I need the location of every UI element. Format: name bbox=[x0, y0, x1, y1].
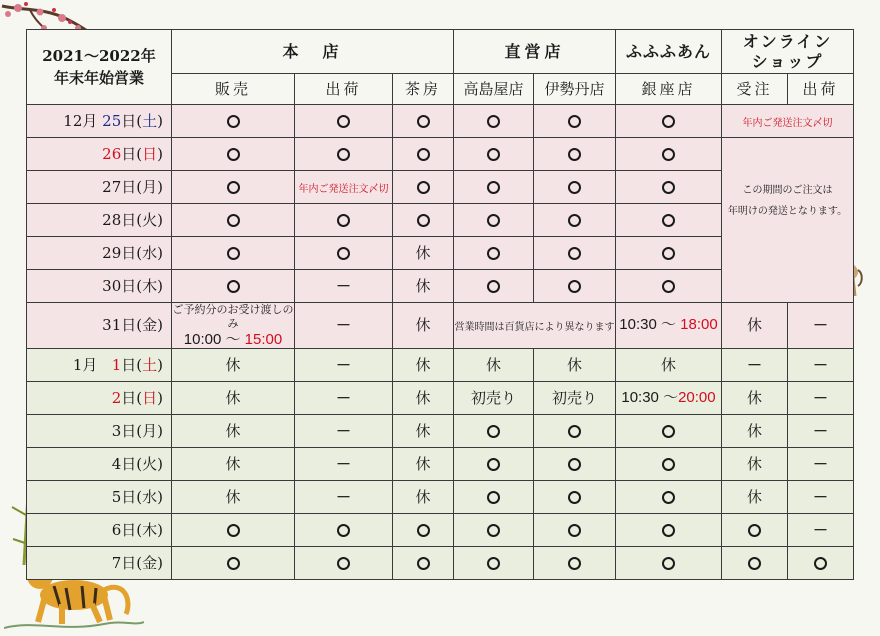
header-row-stores bbox=[27, 30, 854, 74]
table-row bbox=[27, 415, 854, 448]
date-cell: 27日(月) bbox=[27, 171, 172, 204]
day-suffix: 日( bbox=[121, 316, 143, 335]
open-circle-icon bbox=[568, 280, 581, 293]
day-suffix: 日( bbox=[121, 520, 143, 539]
day-number: 3 bbox=[111, 421, 122, 440]
col-takashimaya: 高島屋店 bbox=[454, 74, 534, 105]
open-circle-icon bbox=[662, 280, 675, 293]
open-circle-icon bbox=[568, 491, 581, 504]
open-circle-icon bbox=[814, 557, 827, 570]
status-cell: 休 bbox=[172, 448, 295, 481]
table-row bbox=[27, 448, 854, 481]
status-cell bbox=[616, 204, 722, 237]
status-cell bbox=[172, 270, 295, 303]
open-circle-icon bbox=[662, 458, 675, 471]
open-circle-icon bbox=[662, 524, 675, 537]
date-cell: 6日(木) bbox=[27, 514, 172, 547]
date-cell: 7日(金) bbox=[27, 547, 172, 580]
open-circle-icon bbox=[568, 214, 581, 227]
status-cell: 初売り bbox=[454, 382, 534, 415]
weekday: 土 bbox=[142, 355, 158, 374]
day-number: 29 bbox=[102, 243, 122, 262]
open-circle-icon bbox=[417, 557, 430, 570]
day-number: 25 bbox=[102, 111, 122, 130]
day-suffix: 日( bbox=[121, 553, 143, 572]
open-circle-icon bbox=[227, 148, 240, 161]
status-cell bbox=[534, 237, 616, 270]
dept-hours-note: 営業時間は百貨店により異なります bbox=[454, 322, 615, 334]
open-circle-icon bbox=[417, 115, 430, 128]
open-circle-icon bbox=[417, 148, 430, 161]
open-circle-icon bbox=[662, 148, 675, 161]
status-cell bbox=[534, 514, 616, 547]
status-cell: － bbox=[788, 382, 854, 415]
status-cell bbox=[172, 237, 295, 270]
status-cell bbox=[393, 514, 454, 547]
status-cell bbox=[534, 415, 616, 448]
status-cell bbox=[454, 514, 534, 547]
date-cell: 2日(日) bbox=[27, 382, 172, 415]
status-cell bbox=[534, 138, 616, 171]
col-online-ship: 出荷 bbox=[788, 74, 854, 105]
open-circle-icon bbox=[748, 524, 761, 537]
open-circle-icon bbox=[568, 557, 581, 570]
status-cell bbox=[616, 171, 722, 204]
status-cell bbox=[393, 204, 454, 237]
table-row bbox=[27, 514, 854, 547]
chokuei-heading: 直営店 bbox=[454, 30, 616, 74]
status-cell bbox=[722, 547, 788, 580]
status-cell bbox=[172, 105, 295, 138]
status-cell: 休 bbox=[722, 382, 788, 415]
online-heading: オンライン ショップ bbox=[722, 30, 854, 74]
status-cell bbox=[454, 547, 534, 580]
open-circle-icon bbox=[227, 524, 240, 537]
status-cell: － bbox=[722, 349, 788, 382]
open-circle-icon bbox=[487, 280, 500, 293]
open-circle-icon bbox=[568, 247, 581, 260]
status-cell bbox=[295, 204, 393, 237]
status-cell: － bbox=[295, 349, 393, 382]
status-cell bbox=[295, 171, 393, 204]
status-cell: － bbox=[788, 415, 854, 448]
open-circle-icon bbox=[227, 247, 240, 260]
weekday: 月 bbox=[142, 177, 158, 196]
status-cell bbox=[393, 138, 454, 171]
status-cell: 休 bbox=[393, 303, 454, 349]
date-cell: 4日(火) bbox=[27, 448, 172, 481]
table-row bbox=[27, 105, 854, 138]
table-row bbox=[27, 481, 854, 514]
status-cell: － bbox=[788, 481, 854, 514]
open-circle-icon bbox=[337, 115, 350, 128]
year-heading bbox=[27, 30, 172, 105]
status-cell bbox=[616, 547, 722, 580]
status-cell: 休 bbox=[172, 481, 295, 514]
open-circle-icon bbox=[568, 148, 581, 161]
day-suffix: 日( bbox=[121, 276, 143, 295]
status-cell: 休 bbox=[722, 481, 788, 514]
table-row bbox=[27, 138, 854, 171]
status-cell: 休 bbox=[393, 237, 454, 270]
status-cell: 休 bbox=[454, 349, 534, 382]
status-cell bbox=[172, 303, 295, 349]
status-cell: 休 bbox=[722, 303, 788, 349]
shipping-deadline-note: 年内ご発送注文〆切 bbox=[298, 183, 389, 195]
table-row bbox=[27, 382, 854, 415]
open-circle-icon bbox=[568, 458, 581, 471]
status-cell: － bbox=[788, 514, 854, 547]
status-cell: 休 bbox=[393, 448, 454, 481]
status-cell bbox=[454, 448, 534, 481]
table-row bbox=[27, 547, 854, 580]
col-shipping: 出荷 bbox=[295, 74, 393, 105]
day-number: 27 bbox=[102, 177, 122, 196]
open-circle-icon bbox=[662, 247, 675, 260]
status-cell bbox=[534, 481, 616, 514]
col-isetan: 伊勢丹店 bbox=[534, 74, 616, 105]
status-cell: 休 bbox=[616, 349, 722, 382]
status-cell bbox=[295, 514, 393, 547]
dept-hours-cell bbox=[454, 303, 616, 349]
status-cell bbox=[616, 138, 722, 171]
open-circle-icon bbox=[227, 214, 240, 227]
status-cell bbox=[295, 105, 393, 138]
status-cell bbox=[454, 270, 534, 303]
col-sales: 販売 bbox=[172, 74, 295, 105]
day-number: 7 bbox=[111, 553, 122, 572]
order-deadline-note: 年内ご発送注文〆切 bbox=[742, 117, 833, 129]
fufufu-heading: ふふふあん bbox=[616, 30, 722, 74]
weekday: 水 bbox=[142, 487, 158, 506]
open-circle-icon bbox=[417, 214, 430, 227]
status-cell bbox=[454, 237, 534, 270]
open-circle-icon bbox=[487, 491, 500, 504]
table-row bbox=[27, 349, 854, 382]
status-cell bbox=[172, 547, 295, 580]
date-cell: 30日(木) bbox=[27, 270, 172, 303]
weekday: 水 bbox=[142, 243, 158, 262]
day-suffix: 日( bbox=[121, 144, 143, 163]
weekday: 日 bbox=[142, 144, 158, 163]
status-cell bbox=[454, 105, 534, 138]
status-cell bbox=[172, 514, 295, 547]
open-circle-icon bbox=[487, 181, 500, 194]
date-cell: 29日(水) bbox=[27, 237, 172, 270]
weekday: 木 bbox=[142, 276, 158, 295]
col-saryo: 茶房 bbox=[393, 74, 454, 105]
day-number: 4 bbox=[111, 454, 122, 473]
day-number: 1 bbox=[111, 355, 122, 374]
day-number: 28 bbox=[102, 210, 122, 229]
status-cell: 休 bbox=[393, 481, 454, 514]
day-number: 26 bbox=[102, 144, 122, 163]
date-cell: 31日(金) bbox=[27, 303, 172, 349]
open-circle-icon bbox=[662, 115, 675, 128]
weekday: 金 bbox=[142, 553, 158, 572]
status-cell bbox=[534, 270, 616, 303]
open-circle-icon bbox=[227, 115, 240, 128]
open-circle-icon bbox=[662, 214, 675, 227]
weekday: 木 bbox=[142, 520, 158, 539]
open-circle-icon bbox=[487, 214, 500, 227]
status-cell: － bbox=[788, 349, 854, 382]
ginza-hours: 10:30 ～ 18:00 bbox=[616, 303, 722, 349]
open-circle-icon bbox=[662, 181, 675, 194]
online-ship-note-line1: この期間のご注文は bbox=[742, 185, 833, 196]
col-ginza: 銀座店 bbox=[616, 74, 722, 105]
status-cell: 休 bbox=[393, 415, 454, 448]
year-subtitle: 年末年始営業 bbox=[53, 69, 144, 87]
status-cell bbox=[534, 547, 616, 580]
open-circle-icon bbox=[337, 524, 350, 537]
status-cell: 休 bbox=[172, 415, 295, 448]
status-cell bbox=[393, 171, 454, 204]
status-cell bbox=[616, 481, 722, 514]
day-suffix: 日( bbox=[121, 454, 143, 473]
status-cell: － bbox=[295, 481, 393, 514]
open-circle-icon bbox=[337, 557, 350, 570]
date-cell: 1月 1日(土) bbox=[27, 349, 172, 382]
status-cell bbox=[454, 138, 534, 171]
schedule-table bbox=[26, 29, 854, 580]
status-cell bbox=[172, 138, 295, 171]
online-ship-note-cell bbox=[722, 138, 854, 303]
open-circle-icon bbox=[487, 148, 500, 161]
status-cell: 休 bbox=[722, 415, 788, 448]
weekday: 土 bbox=[142, 111, 158, 130]
ginza-hours: 10:30 ～20:00 bbox=[616, 382, 722, 415]
open-circle-icon bbox=[748, 557, 761, 570]
online-ship-note-line2: 年明けの発送となります。 bbox=[727, 206, 848, 217]
weekday: 火 bbox=[142, 210, 158, 229]
status-cell: － bbox=[295, 448, 393, 481]
open-circle-icon bbox=[227, 280, 240, 293]
open-circle-icon bbox=[487, 115, 500, 128]
status-cell: 初売り bbox=[534, 382, 616, 415]
table-row bbox=[27, 303, 854, 349]
status-cell bbox=[616, 105, 722, 138]
weekday: 火 bbox=[142, 454, 158, 473]
status-cell bbox=[454, 171, 534, 204]
open-circle-icon bbox=[487, 524, 500, 537]
status-cell bbox=[616, 415, 722, 448]
day-suffix: 日( bbox=[121, 243, 143, 262]
open-circle-icon bbox=[487, 458, 500, 471]
status-cell: － bbox=[295, 382, 393, 415]
open-circle-icon bbox=[417, 181, 430, 194]
status-cell: 休 bbox=[172, 382, 295, 415]
sale-hours: 10:00 ～ 15:00 bbox=[183, 330, 283, 348]
status-cell bbox=[393, 105, 454, 138]
open-circle-icon bbox=[417, 524, 430, 537]
status-cell: 休 bbox=[393, 349, 454, 382]
status-cell bbox=[454, 204, 534, 237]
status-cell bbox=[616, 270, 722, 303]
status-cell bbox=[172, 204, 295, 237]
open-circle-icon bbox=[568, 115, 581, 128]
open-circle-icon bbox=[568, 181, 581, 194]
open-circle-icon bbox=[487, 557, 500, 570]
status-cell bbox=[393, 547, 454, 580]
status-cell bbox=[534, 171, 616, 204]
status-cell bbox=[295, 547, 393, 580]
open-circle-icon bbox=[662, 557, 675, 570]
status-cell bbox=[616, 448, 722, 481]
status-cell: 休 bbox=[534, 349, 616, 382]
honten-heading: 本 店 bbox=[172, 30, 454, 74]
day-suffix: 日( bbox=[121, 388, 143, 407]
status-cell bbox=[534, 105, 616, 138]
status-cell bbox=[295, 138, 393, 171]
day-number: 2 bbox=[111, 388, 122, 407]
open-circle-icon bbox=[568, 425, 581, 438]
status-cell: － bbox=[295, 415, 393, 448]
status-cell: 休 bbox=[393, 382, 454, 415]
day-suffix: 日( bbox=[121, 111, 143, 130]
open-circle-icon bbox=[337, 148, 350, 161]
open-circle-icon bbox=[487, 247, 500, 260]
status-cell bbox=[454, 415, 534, 448]
open-circle-icon bbox=[662, 425, 675, 438]
weekday: 日 bbox=[142, 388, 158, 407]
date-cell: 26日(日) bbox=[27, 138, 172, 171]
date-cell: 5日(水) bbox=[27, 481, 172, 514]
status-cell: 休 bbox=[722, 448, 788, 481]
status-cell: － bbox=[295, 303, 393, 349]
weekday: 金 bbox=[142, 316, 158, 335]
day-suffix: 日( bbox=[121, 355, 143, 374]
status-cell bbox=[722, 514, 788, 547]
date-cell: 28日(火) bbox=[27, 204, 172, 237]
open-circle-icon bbox=[662, 491, 675, 504]
col-online-order: 受注 bbox=[722, 74, 788, 105]
date-cell: 3日(月) bbox=[27, 415, 172, 448]
open-circle-icon bbox=[337, 214, 350, 227]
status-cell bbox=[534, 204, 616, 237]
status-cell: － bbox=[295, 270, 393, 303]
status-cell: 休 bbox=[393, 270, 454, 303]
day-suffix: 日( bbox=[121, 177, 143, 196]
open-circle-icon bbox=[227, 557, 240, 570]
status-cell bbox=[172, 171, 295, 204]
day-suffix: 日( bbox=[121, 421, 143, 440]
status-cell bbox=[454, 481, 534, 514]
month-label: 1月 bbox=[72, 355, 98, 374]
status-cell bbox=[788, 547, 854, 580]
open-circle-icon bbox=[337, 247, 350, 260]
reservation-note: ご予約分のお受け渡しのみ bbox=[172, 303, 294, 331]
day-suffix: 日( bbox=[121, 487, 143, 506]
open-circle-icon bbox=[568, 524, 581, 537]
day-number: 5 bbox=[111, 487, 122, 506]
status-cell bbox=[295, 237, 393, 270]
year-range: 2021～2022年 bbox=[42, 46, 156, 65]
month-label: 12月 bbox=[63, 111, 98, 130]
day-number: 31 bbox=[102, 316, 122, 335]
status-cell: － bbox=[788, 303, 854, 349]
status-cell bbox=[534, 448, 616, 481]
day-number: 30 bbox=[102, 276, 122, 295]
status-cell bbox=[616, 237, 722, 270]
open-circle-icon bbox=[487, 425, 500, 438]
open-circle-icon bbox=[227, 181, 240, 194]
weekday: 月 bbox=[142, 421, 158, 440]
day-number: 6 bbox=[111, 520, 122, 539]
status-cell bbox=[616, 514, 722, 547]
date-cell: 12月 25日(土) bbox=[27, 105, 172, 138]
status-cell: 休 bbox=[172, 349, 295, 382]
day-suffix: 日( bbox=[121, 210, 143, 229]
online-deadline-cell bbox=[722, 105, 854, 138]
status-cell: － bbox=[788, 448, 854, 481]
